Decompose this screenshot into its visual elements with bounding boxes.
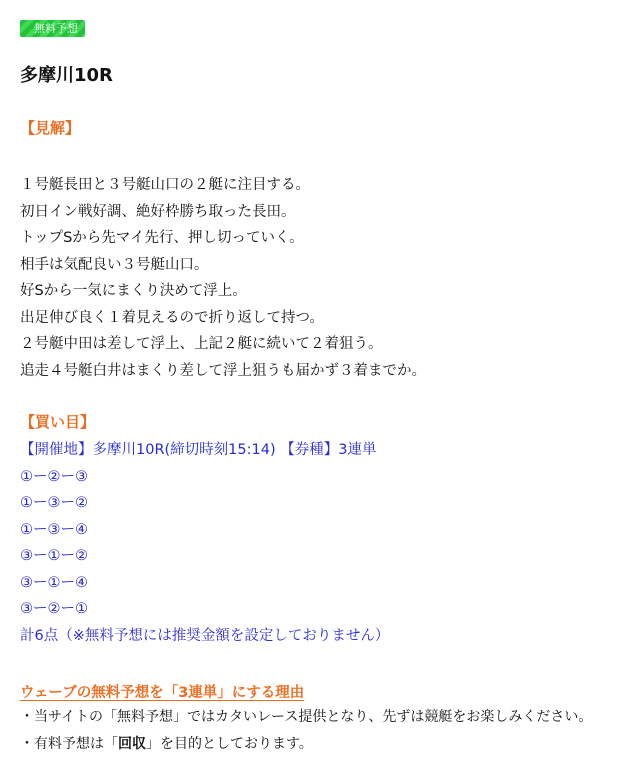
buy-heading: 【買い目】 [20,413,96,431]
buy-lines [20,437,389,649]
combination: ①ー②ー③ [20,468,88,485]
combination: ③ー②ー① [20,601,88,617]
view-line: 初日イン戦好調、絶好枠勝ち取った長田。 [20,203,296,220]
view-line: １号艇長田と３号艇山口の２艇に注目する。 [20,177,310,193]
buy-info: 【開催地】多摩川10R(締切時刻15:14) 【券種】3連単 [20,442,377,458]
race-title: 多摩川10R [20,65,113,86]
view-line: 相手は気配良い３号艇山口。 [20,256,209,273]
free-prediction-badge: 無料予想 [20,20,85,37]
reason-line: ・当サイトの「無料予想」ではカタいレース提供となり、先ずは競艇をお楽しみください。 [20,709,593,725]
view-line: ２号艇中田は差して浮上、上記２艇に続いて２着狙う。 [20,336,383,352]
reason-lines [20,704,592,758]
reason-heading: ウェーブの無料予想を「3連単」にする理由 [20,685,305,701]
view-line: 追走４号艇白井はまくり差して浮上狙うも届かず３着までか。 [20,362,426,379]
total-points: 計6点（※無料予想には推奨金額を設定しておりません） [20,627,390,644]
reason-line-prefix: ・有料予想は「 [20,736,118,752]
view-line: 出足伸び良く１着見えるので折り返して持つ。 [20,309,324,326]
combination: ③ー①ー④ [20,574,88,591]
view-line: トップSから先マイ先行、押し切っていく。 [20,230,304,246]
recovery-emphasis: 回収 [118,736,146,752]
reason-line [20,731,592,758]
view-lines [20,172,426,384]
combination: ①ー③ー④ [20,521,88,538]
combination: ③ー①ー② [20,548,88,564]
view-line: 好Sから一気にまくり決めて浮上。 [20,283,247,299]
reason-line-suffix: 」を目的としております。 [146,736,313,752]
view-heading: 【見解】 [20,119,81,137]
combination: ①ー③ー② [20,495,88,511]
